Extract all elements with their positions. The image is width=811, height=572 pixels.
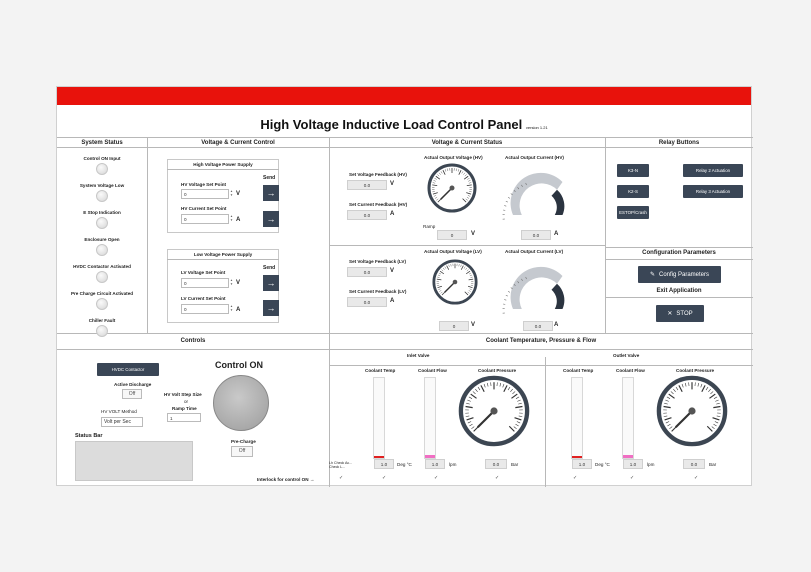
status-led [96, 163, 108, 175]
gauge-arc-end [552, 190, 565, 215]
config-title: Configuration Parameters [642, 250, 716, 256]
estop-crash-button[interactable]: ESTOP/Crash [617, 206, 649, 219]
lv-actual-voltage-label: Actual Output Voltage (LV) [424, 249, 482, 254]
lv-actual-current-label: Actual Output Current (LV) [505, 249, 564, 254]
pre-charge-toggle[interactable]: Off [231, 446, 253, 457]
close-icon: ✕ [667, 311, 673, 317]
status-led [96, 298, 108, 310]
hv-actual-voltage-value: 0 [437, 230, 467, 240]
status-bar-label: Status Bar [75, 433, 103, 439]
outlet-pressure-value: 0.0 [683, 459, 705, 469]
divider [545, 357, 546, 487]
check-icon: ✓ [382, 475, 387, 481]
inlet-pressure-unit: Bar [511, 462, 519, 467]
hv-actual-voltage-label: Actual Output Voltage (HV) [424, 155, 483, 160]
divider [329, 137, 330, 487]
divider [57, 349, 753, 350]
outlet-temp-tank [571, 377, 583, 459]
inlet-temp-unit: Deg °C [397, 462, 412, 467]
send-hv-current-button[interactable]: → [263, 211, 279, 227]
hv-actual-current-unit: A [554, 231, 559, 237]
hv-set-voltage-unit: V [390, 181, 395, 187]
lv-voltage-gauge [432, 259, 478, 305]
hv-voltage-input[interactable]: 0 [181, 189, 229, 199]
check-icon: ✓ [495, 475, 500, 481]
ramp-time-label: Ramp Time [172, 406, 197, 411]
lv-actual-current-value: 0.0 [523, 321, 553, 331]
divider [57, 333, 753, 334]
active-discharge-toggle[interactable]: Off [122, 389, 142, 399]
hv-volt-method-select[interactable]: Volt per Sec [101, 417, 143, 427]
lv-power-supply-title: Low Voltage Power Supply [193, 252, 253, 257]
gauge-hub [450, 186, 455, 191]
hv-actual-current-value: 0.0 [521, 230, 551, 240]
divider [605, 247, 753, 248]
page-title-text: High Voltage Inductive Load Control Panel [260, 117, 523, 132]
outlet-flow-value: 1.0 [623, 459, 643, 469]
lv-actual-voltage-value: 0 [439, 321, 469, 331]
divider [605, 259, 753, 260]
hv-set-voltage-fb-label: Set Voltage Feedback (HV) [349, 172, 407, 177]
controls-title: Controls [180, 338, 206, 344]
lv-current-label: LV Current Set Point [181, 296, 226, 301]
hv-voltage-label: HV Voltage Set Point [181, 182, 227, 187]
divider [57, 137, 753, 138]
lv-actual-current-unit: A [554, 322, 559, 328]
vc-control-title: Voltage & Current Control [201, 140, 275, 146]
send-hv-voltage-button[interactable]: → [263, 185, 279, 201]
lv-current-input[interactable]: 0 [181, 304, 229, 314]
relay-3-actuation-button[interactable]: Relay 3 Actuation [683, 185, 743, 198]
system-status-label: Chiller Fault [88, 318, 116, 323]
divider [329, 365, 753, 366]
inlet-flow-label: Coolant Flow [418, 368, 447, 373]
control-on-knob[interactable] [213, 375, 269, 431]
check-label: Lh Check Ac... Check L... [329, 461, 353, 469]
lv-voltage-label: LV Voltage Set Point [181, 270, 226, 275]
header-accent-bar [57, 87, 751, 105]
divider [605, 137, 606, 333]
gauge-tick [506, 201, 508, 202]
divider [167, 169, 279, 170]
hv-voltage-unit: V [236, 191, 241, 197]
hv-actual-current-label: Actual Output Current (HV) [505, 155, 564, 160]
gauge-tick [504, 300, 506, 301]
hv-actual-voltage-unit: V [471, 231, 476, 237]
inlet-pressure-value: 0.0 [485, 459, 507, 469]
relay-title: Relay Buttons [658, 140, 700, 146]
status-led [96, 325, 108, 337]
control-on-label: Control ON [215, 360, 263, 370]
inlet-temp-tank [373, 377, 385, 459]
outlet-flow-tank [622, 377, 634, 459]
hvdc-contactor-button[interactable]: HVDC Contactor [97, 363, 159, 376]
send-lv-voltage-button[interactable]: → [263, 275, 279, 291]
outlet-valve-title: Outlet Valve [613, 353, 640, 358]
hv-set-current-fb-label: Set Current Feedback (HV) [349, 202, 408, 207]
hv-ramp-label: Ramp [423, 224, 436, 229]
lv-voltage-input[interactable]: 0 [181, 278, 229, 288]
status-led [96, 217, 108, 229]
send-label: Send [263, 265, 276, 271]
system-status-label: E Stop Indication [83, 210, 121, 215]
lv-set-current-fb-value: 0.0 [347, 297, 387, 307]
inlet-flow-tank [424, 377, 436, 459]
pencil-icon: ✎ [649, 272, 655, 278]
gauge-tick [508, 197, 510, 198]
active-discharge-label: Active Discharge [114, 382, 152, 387]
gauge-tick [506, 295, 508, 296]
lv-set-current-unit: A [390, 298, 395, 304]
lv-set-voltage-unit: V [390, 268, 395, 274]
lv-current-stepper[interactable]: ▲ ▼ [230, 304, 233, 312]
stop-label: STOP [676, 310, 693, 317]
outlet-temp-unit: Deg °C [595, 462, 610, 467]
inlet-flow-fill [425, 455, 435, 458]
hv-current-input[interactable]: 0 [181, 214, 229, 224]
hv-current-unit: A [236, 217, 241, 223]
lv-set-voltage-fb-label: Set Voltage Feedback (LV) [349, 259, 407, 264]
outlet-pressure-label: Coolant Pressure [676, 368, 715, 373]
outlet-temp-label: Coolant Temp [563, 368, 594, 373]
hv-voltage-stepper[interactable]: ▲ ▼ [230, 189, 233, 197]
outlet-flow-label: Coolant Flow [616, 368, 645, 373]
gauge-hub [688, 407, 695, 414]
hv-set-current-unit: A [390, 211, 395, 217]
hv-current-stepper[interactable]: ▲ ▼ [230, 214, 233, 222]
page-title [57, 117, 751, 132]
pre-charge-label: Pre-Charge [231, 439, 256, 444]
interlock-label: Interlock for control ON → [257, 477, 315, 482]
check-icon: ✓ [434, 475, 439, 481]
inlet-valve-title: Inlet Valve [407, 353, 430, 358]
lv-set-voltage-fb-value: 0.0 [347, 267, 387, 277]
lv-voltage-unit: V [236, 280, 241, 286]
status-bar [75, 441, 193, 481]
inlet-temp-value: 1.0 [374, 459, 394, 469]
lv-set-current-fb-label: Set Current Feedback (LV) [349, 289, 407, 294]
inlet-temp-fill [374, 456, 384, 458]
stop-button[interactable] [656, 305, 704, 322]
outlet-pressure-gauge [656, 375, 728, 447]
outlet-flow-fill [623, 455, 633, 458]
system-status-label: Pre Charge Circuit Activated [70, 291, 134, 296]
send-label: Send [263, 175, 276, 181]
gauge-arc-end [552, 284, 565, 309]
hv-power-supply-title: High Voltage Power Supply [193, 162, 253, 167]
hv-current-gauge [502, 165, 568, 221]
check-icon: ✓ [694, 475, 699, 481]
hv-volt-step-label: HV Volt Step Size [164, 392, 202, 397]
outlet-pressure-unit: Bar [709, 462, 717, 467]
divider [329, 245, 605, 246]
status-led [96, 244, 108, 256]
hv-set-current-fb-value: 0.0 [347, 210, 387, 220]
divider [605, 297, 753, 298]
config-parameters-button[interactable] [638, 266, 721, 283]
hv-volt-method-label: HV VOLT Method [101, 409, 137, 414]
or-label: or [184, 399, 189, 404]
hv-current-label: HV Current Set Point [181, 206, 227, 211]
outlet-temp-fill [572, 456, 582, 458]
check-icon: ✓ [630, 475, 635, 481]
divider [147, 137, 148, 333]
gauge-hub [490, 407, 497, 414]
send-lv-current-button[interactable]: → [263, 300, 279, 316]
relay-k3n-button[interactable]: K3-N [617, 164, 649, 177]
inlet-flow-unit: lpm [449, 462, 457, 467]
inlet-pressure-gauge [458, 375, 530, 447]
system-status-label: System Voltage Low [79, 183, 125, 188]
exit-title: Exit Application [656, 288, 702, 294]
config-parameters-label: Config Parameters [659, 271, 710, 278]
status-led [96, 190, 108, 202]
ramp-time-input[interactable]: 1 [167, 413, 201, 422]
lv-voltage-stepper[interactable]: ▲ ▼ [230, 278, 233, 286]
check-icon: ✓ [339, 475, 344, 481]
relay-k2s-button[interactable]: K2-S [617, 185, 649, 198]
inlet-pressure-label: Coolant Pressure [478, 368, 517, 373]
outlet-temp-value: 1.0 [572, 459, 592, 469]
inlet-flow-value: 1.0 [425, 459, 445, 469]
system-status-label: HVDC Contactor Activated [73, 264, 131, 269]
hv-set-voltage-fb-value: 0.0 [347, 180, 387, 190]
system-status-title: System Status [81, 140, 123, 146]
gauge-hub [453, 280, 458, 285]
system-status-label: Control ON Input [83, 156, 121, 161]
gauge-tick [504, 206, 506, 207]
status-led [96, 271, 108, 283]
inlet-temp-label: Coolant Temp [365, 368, 396, 373]
gauge-tick [508, 291, 510, 292]
divider [57, 147, 753, 148]
vc-status-title: Voltage & Current Status [431, 140, 503, 146]
outlet-flow-unit: lpm [647, 462, 655, 467]
check-icon: ✓ [573, 475, 578, 481]
lv-current-unit: A [236, 307, 241, 313]
version-label: version 1.21 [525, 125, 548, 130]
hv-voltage-gauge [427, 163, 477, 213]
relay-2-actuation-button[interactable]: Relay 2 Actuation [683, 164, 743, 177]
lv-actual-voltage-unit: V [471, 322, 476, 328]
coolant-title: Coolant Temperature, Pressure & Flow [485, 338, 597, 344]
lv-current-gauge [502, 259, 568, 315]
control-panel [56, 86, 752, 486]
system-status-label: Enclosure Open [84, 237, 120, 242]
divider [167, 259, 279, 260]
